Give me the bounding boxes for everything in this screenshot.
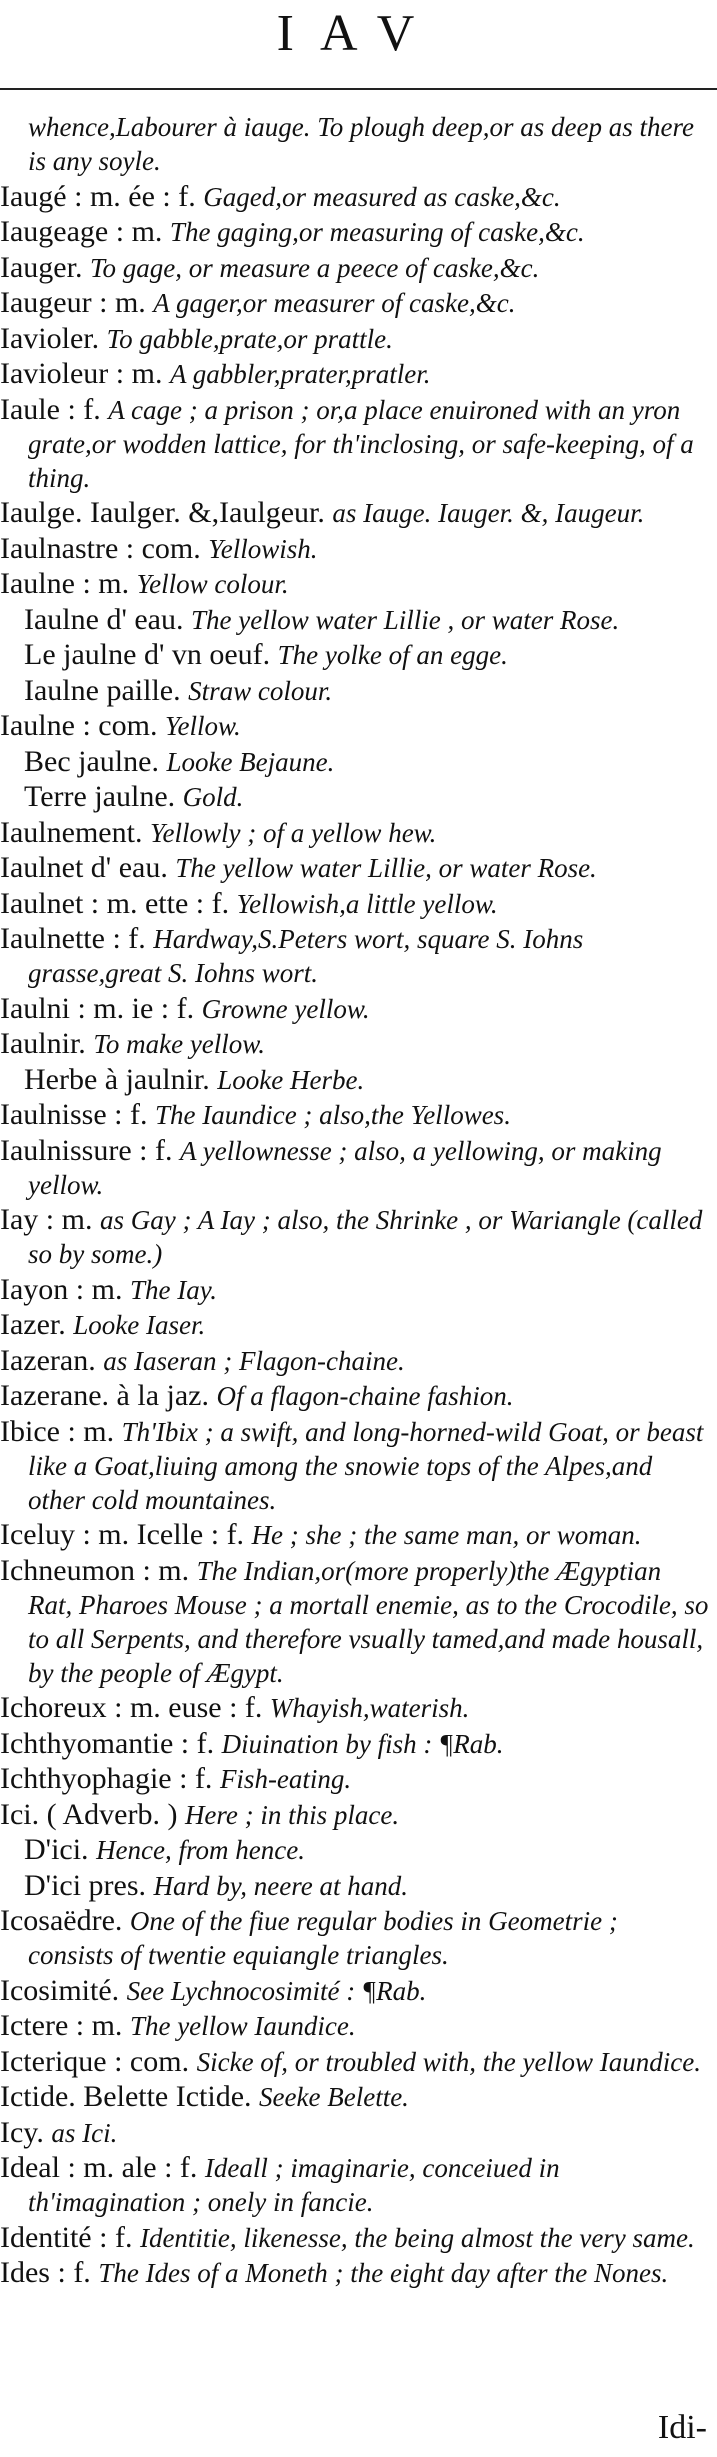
entry-headword: Iaulnement.	[0, 815, 143, 849]
entry-definition: A gabbler,prater,pratler.	[169, 359, 431, 389]
dictionary-entry	[0, 851, 710, 885]
dictionary-entry	[0, 638, 710, 672]
entry-definition: The yellow Iaundice.	[129, 2011, 356, 2041]
dictionary-entry	[0, 496, 710, 530]
entry-headword: Iaulne d' eau.	[24, 602, 184, 636]
entry-definition: Growne yellow.	[201, 993, 370, 1024]
entry-definition: The Iaundice ; also,the Yellowes.	[154, 1100, 511, 1130]
entry-headword: Iaugeage : m.	[0, 215, 163, 248]
dictionary-entry	[0, 1904, 710, 1972]
entry-definition: Yellow.	[164, 711, 241, 741]
dictionary-entry	[0, 745, 710, 779]
dictionary-entry	[0, 110, 710, 178]
entry-headword: Identité : f.	[0, 2220, 133, 2254]
entry-headword: Iaulge. Iaulger. &,Iaulgeur.	[0, 496, 325, 529]
entry-headword: Iaulnir.	[0, 1027, 86, 1060]
entry-list	[0, 110, 710, 2292]
entry-definition: Looke Iaser.	[73, 1310, 206, 1340]
dictionary-entry	[0, 1027, 710, 1061]
entry-definition: Hard by, neere at hand.	[153, 1870, 409, 1901]
entry-headword: Iavioleur : m.	[0, 357, 163, 390]
entry-definition: The Iay.	[129, 1274, 217, 1305]
entry-definition: Ideall ; imaginarie, conceiued in th'imagination ; onely in fancie.	[28, 2153, 560, 2217]
entry-headword: Icosimité.	[0, 1973, 120, 2007]
entry-headword: Iazeran.	[0, 1343, 96, 1377]
dictionary-entry	[0, 2151, 710, 2219]
entry-definition: Sicke of, or troubled with, the yellow Iaundice.	[196, 2046, 701, 2077]
entry-definition: A gager,or measurer of caske,&c.	[153, 288, 516, 318]
dictionary-entry	[0, 1415, 710, 1517]
entry-definition: Yellowish,a little yellow.	[236, 888, 498, 919]
entry-definition: Seeke Belette.	[259, 2082, 409, 2112]
dictionary-entry	[0, 2256, 710, 2290]
entry-definition: To gage, or measure a peece of caske,&c.	[89, 252, 540, 283]
entry-definition: as Iaseran ; Flagon-chaine.	[103, 1345, 405, 1376]
entry-headword: Terre jaulne.	[24, 780, 176, 813]
entry-headword: Iaulnisse : f.	[0, 1098, 148, 1131]
entry-headword: Iaugé : m. ée : f.	[0, 179, 196, 213]
entry-headword: Ictide. Belette Ictide.	[0, 2080, 252, 2113]
dictionary-entry	[0, 322, 710, 356]
dictionary-entry	[0, 2045, 710, 2079]
entry-definition: The gaging,or measuring of caske,&c.	[169, 217, 585, 247]
entry-definition: The yellow water Lillie , or water Rose.	[191, 604, 620, 635]
dictionary-entry	[0, 603, 710, 637]
dictionary-entry	[0, 357, 710, 391]
entry-headword: Iaulnissure : f.	[0, 1133, 173, 1167]
dictionary-entry	[0, 992, 710, 1026]
entry-definition: See Lychnocosimité : ¶Rab.	[126, 1975, 427, 2006]
entry-definition: Hardway,S.Peters wort, square S. Iohns grasse,great S. Iohns wort.	[28, 924, 584, 988]
entry-headword: Ibice : m.	[0, 1414, 115, 1448]
entry-definition: One of the fiue regular bodies in Geometrie ; consists of twentie equiangle triangles.	[28, 1906, 618, 1970]
dictionary-entry	[0, 286, 710, 320]
entry-headword: Iaule : f.	[0, 392, 101, 426]
entry-definition: A yellownesse ; also, a yellowing, or making yellow.	[28, 1135, 662, 1200]
entry-definition: as Ici.	[51, 2117, 118, 2148]
dictionary-entry	[0, 1344, 710, 1378]
dictionary-entry	[0, 1974, 710, 2008]
dictionary-entry	[0, 1691, 710, 1725]
entry-definition: Hence, from hence.	[96, 1835, 305, 1865]
dictionary-entry	[0, 780, 710, 814]
entry-headword: Ichneumon : m.	[0, 1553, 190, 1587]
dictionary-entry	[0, 1134, 710, 1202]
dictionary-entry	[0, 887, 710, 921]
dictionary-entry	[0, 1098, 710, 1132]
entry-headword: Iauger.	[0, 250, 83, 284]
entry-headword: Herbe à jaulnir.	[24, 1062, 210, 1096]
entry-definition: Diuination by fish : ¶Rab.	[221, 1728, 504, 1759]
entry-headword: Iaulne : m.	[0, 567, 130, 600]
dictionary-entry	[0, 1063, 710, 1097]
entry-headword: Iaulnet : m. ette : f.	[0, 886, 230, 920]
running-head: IAV	[276, 5, 441, 62]
dictionary-entry	[0, 180, 710, 214]
dictionary-entry	[0, 1869, 710, 1903]
entry-definition: The Ides of a Moneth ; the eight day after the Nones.	[98, 2258, 669, 2288]
entry-definition: Whayish,waterish.	[269, 1693, 470, 1723]
entry-headword: Iaulne : com.	[0, 709, 158, 742]
entry-headword: Iaulnette : f.	[0, 922, 146, 955]
entry-definition: Yellow colour.	[136, 569, 289, 599]
dictionary-entry	[0, 532, 710, 566]
entry-headword: D'ici pres.	[24, 1868, 147, 1902]
entry-headword: Iavioler.	[0, 321, 100, 355]
entry-headword: Ideal : m. ale : f.	[0, 2151, 198, 2184]
entry-definition: To gabble,prate,or prattle.	[106, 323, 393, 354]
entry-definition: To make yellow.	[93, 1029, 266, 1059]
entry-definition: Looke Bejaune.	[166, 746, 335, 777]
entry-headword: Icy.	[0, 2115, 44, 2149]
dictionary-entry	[0, 922, 710, 990]
entry-definition: Here ; in this place.	[184, 1799, 400, 1830]
entry-headword: Iaulne paille.	[24, 673, 181, 707]
entry-headword: Ichthyomantie : f.	[0, 1726, 215, 1760]
entry-headword: Bec jaulne.	[24, 744, 159, 778]
dictionary-entry	[0, 2009, 710, 2043]
dictionary-entry	[0, 567, 710, 601]
entry-definition: Of a flagon-chaine fashion.	[216, 1381, 514, 1411]
entry-definition: Gold.	[182, 782, 244, 812]
entry-headword: Iay : m.	[0, 1203, 93, 1236]
entry-definition: whence,Labourer à iauge. To plough deep,or as deep as there is any soyle.	[28, 112, 694, 176]
entry-headword: Le jaulne d' vn oeuf.	[24, 638, 271, 671]
dictionary-entry	[0, 2221, 710, 2255]
entry-definition: Looke Herbe.	[217, 1064, 365, 1095]
entry-definition: Gaged,or measured as caske,&c.	[203, 181, 561, 212]
entry-headword: D'ici.	[24, 1833, 89, 1866]
entry-headword: Ictere : m.	[0, 2009, 123, 2042]
dictionary-entry	[0, 674, 710, 708]
entry-definition: Straw colour.	[188, 675, 333, 706]
entry-headword: Ichoreux : m. euse : f.	[0, 1691, 263, 1724]
dictionary-entry	[0, 2116, 710, 2150]
catchword: Idi-	[657, 2409, 707, 2446]
dictionary-entry	[0, 1273, 710, 1307]
dictionary-entry	[0, 1727, 710, 1761]
entry-definition: Identitie, likenesse, the being almost the very same.	[139, 2222, 695, 2253]
entry-headword: Ichthyophagie : f.	[0, 1762, 213, 1795]
entry-definition: as Gay ; A Iay ; also, the Shrinke , or Wariangle (called so by some.)	[28, 1205, 703, 1269]
dictionary-entry	[0, 1308, 710, 1342]
dictionary-entry	[0, 1762, 710, 1796]
entry-definition: as Iauge. Iauger. &, Iaugeur.	[332, 498, 645, 528]
entry-definition: He ; she ; the same man, or woman.	[251, 1520, 642, 1550]
dictionary-entry	[0, 1554, 710, 1690]
entry-headword: Icterique : com.	[0, 2044, 190, 2078]
dictionary-entry	[0, 2080, 710, 2114]
entry-definition: The yolke of an egge.	[277, 640, 508, 670]
dictionary-entry	[0, 709, 710, 743]
header-rule	[0, 88, 717, 90]
dictionary-entry	[0, 251, 710, 285]
entry-headword: Iaulnastre : com.	[0, 531, 201, 565]
entry-headword: Iayon : m.	[0, 1272, 123, 1306]
entry-definition: A cage ; a prison ; or,a place enuironed with an yron grate,or wodden lattice, for th'inclosing, or safe-keeping, of a thing.	[28, 394, 694, 493]
entry-definition: The Indian,or(more properly)the Ægyptian Rat, Pharoes Mouse ; a mortall enemie, as to the Crocodile, so to all Serpents, and therefore vsually tamed,and made housall, by the people of Ægypt.	[28, 1555, 709, 1688]
entry-definition: Yellowish.	[208, 533, 318, 564]
entry-headword: Iaulni : m. ie : f.	[0, 991, 195, 1025]
dictionary-entry	[0, 1379, 710, 1413]
entry-headword: Ici. ( Adverb. )	[0, 1797, 178, 1831]
entry-headword: Iaulnet d' eau.	[0, 851, 168, 884]
dictionary-entry	[0, 816, 710, 850]
entry-definition: Yellowly ; of a yellow hew.	[149, 817, 437, 848]
entry-headword: Iceluy : m. Icelle : f.	[0, 1518, 245, 1551]
entry-definition: The yellow water Lillie, or water Rose.	[175, 853, 597, 883]
dictionary-entry	[0, 1798, 710, 1832]
entry-headword: Icosaëdre.	[0, 1904, 123, 1937]
dictionary-entry	[0, 1203, 710, 1271]
dictionary-entry	[0, 393, 710, 495]
entry-headword: Iazerane. à la jaz.	[0, 1379, 209, 1412]
dictionary-entry	[0, 1833, 710, 1867]
entry-headword: Ides : f.	[0, 2256, 91, 2289]
entry-headword: Iaugeur : m.	[0, 286, 146, 319]
entry-definition: Th'Ibix ; a swift, and long-horned-wild Goat, or beast like a Goat,liuing among the snowie tops of the Alpes,and other cold mountaines.	[28, 1416, 704, 1515]
dictionary-entry	[0, 1518, 710, 1552]
entry-headword: Iazer.	[0, 1308, 66, 1341]
entry-definition: Fish-eating.	[219, 1764, 352, 1794]
dictionary-entry	[0, 215, 710, 249]
